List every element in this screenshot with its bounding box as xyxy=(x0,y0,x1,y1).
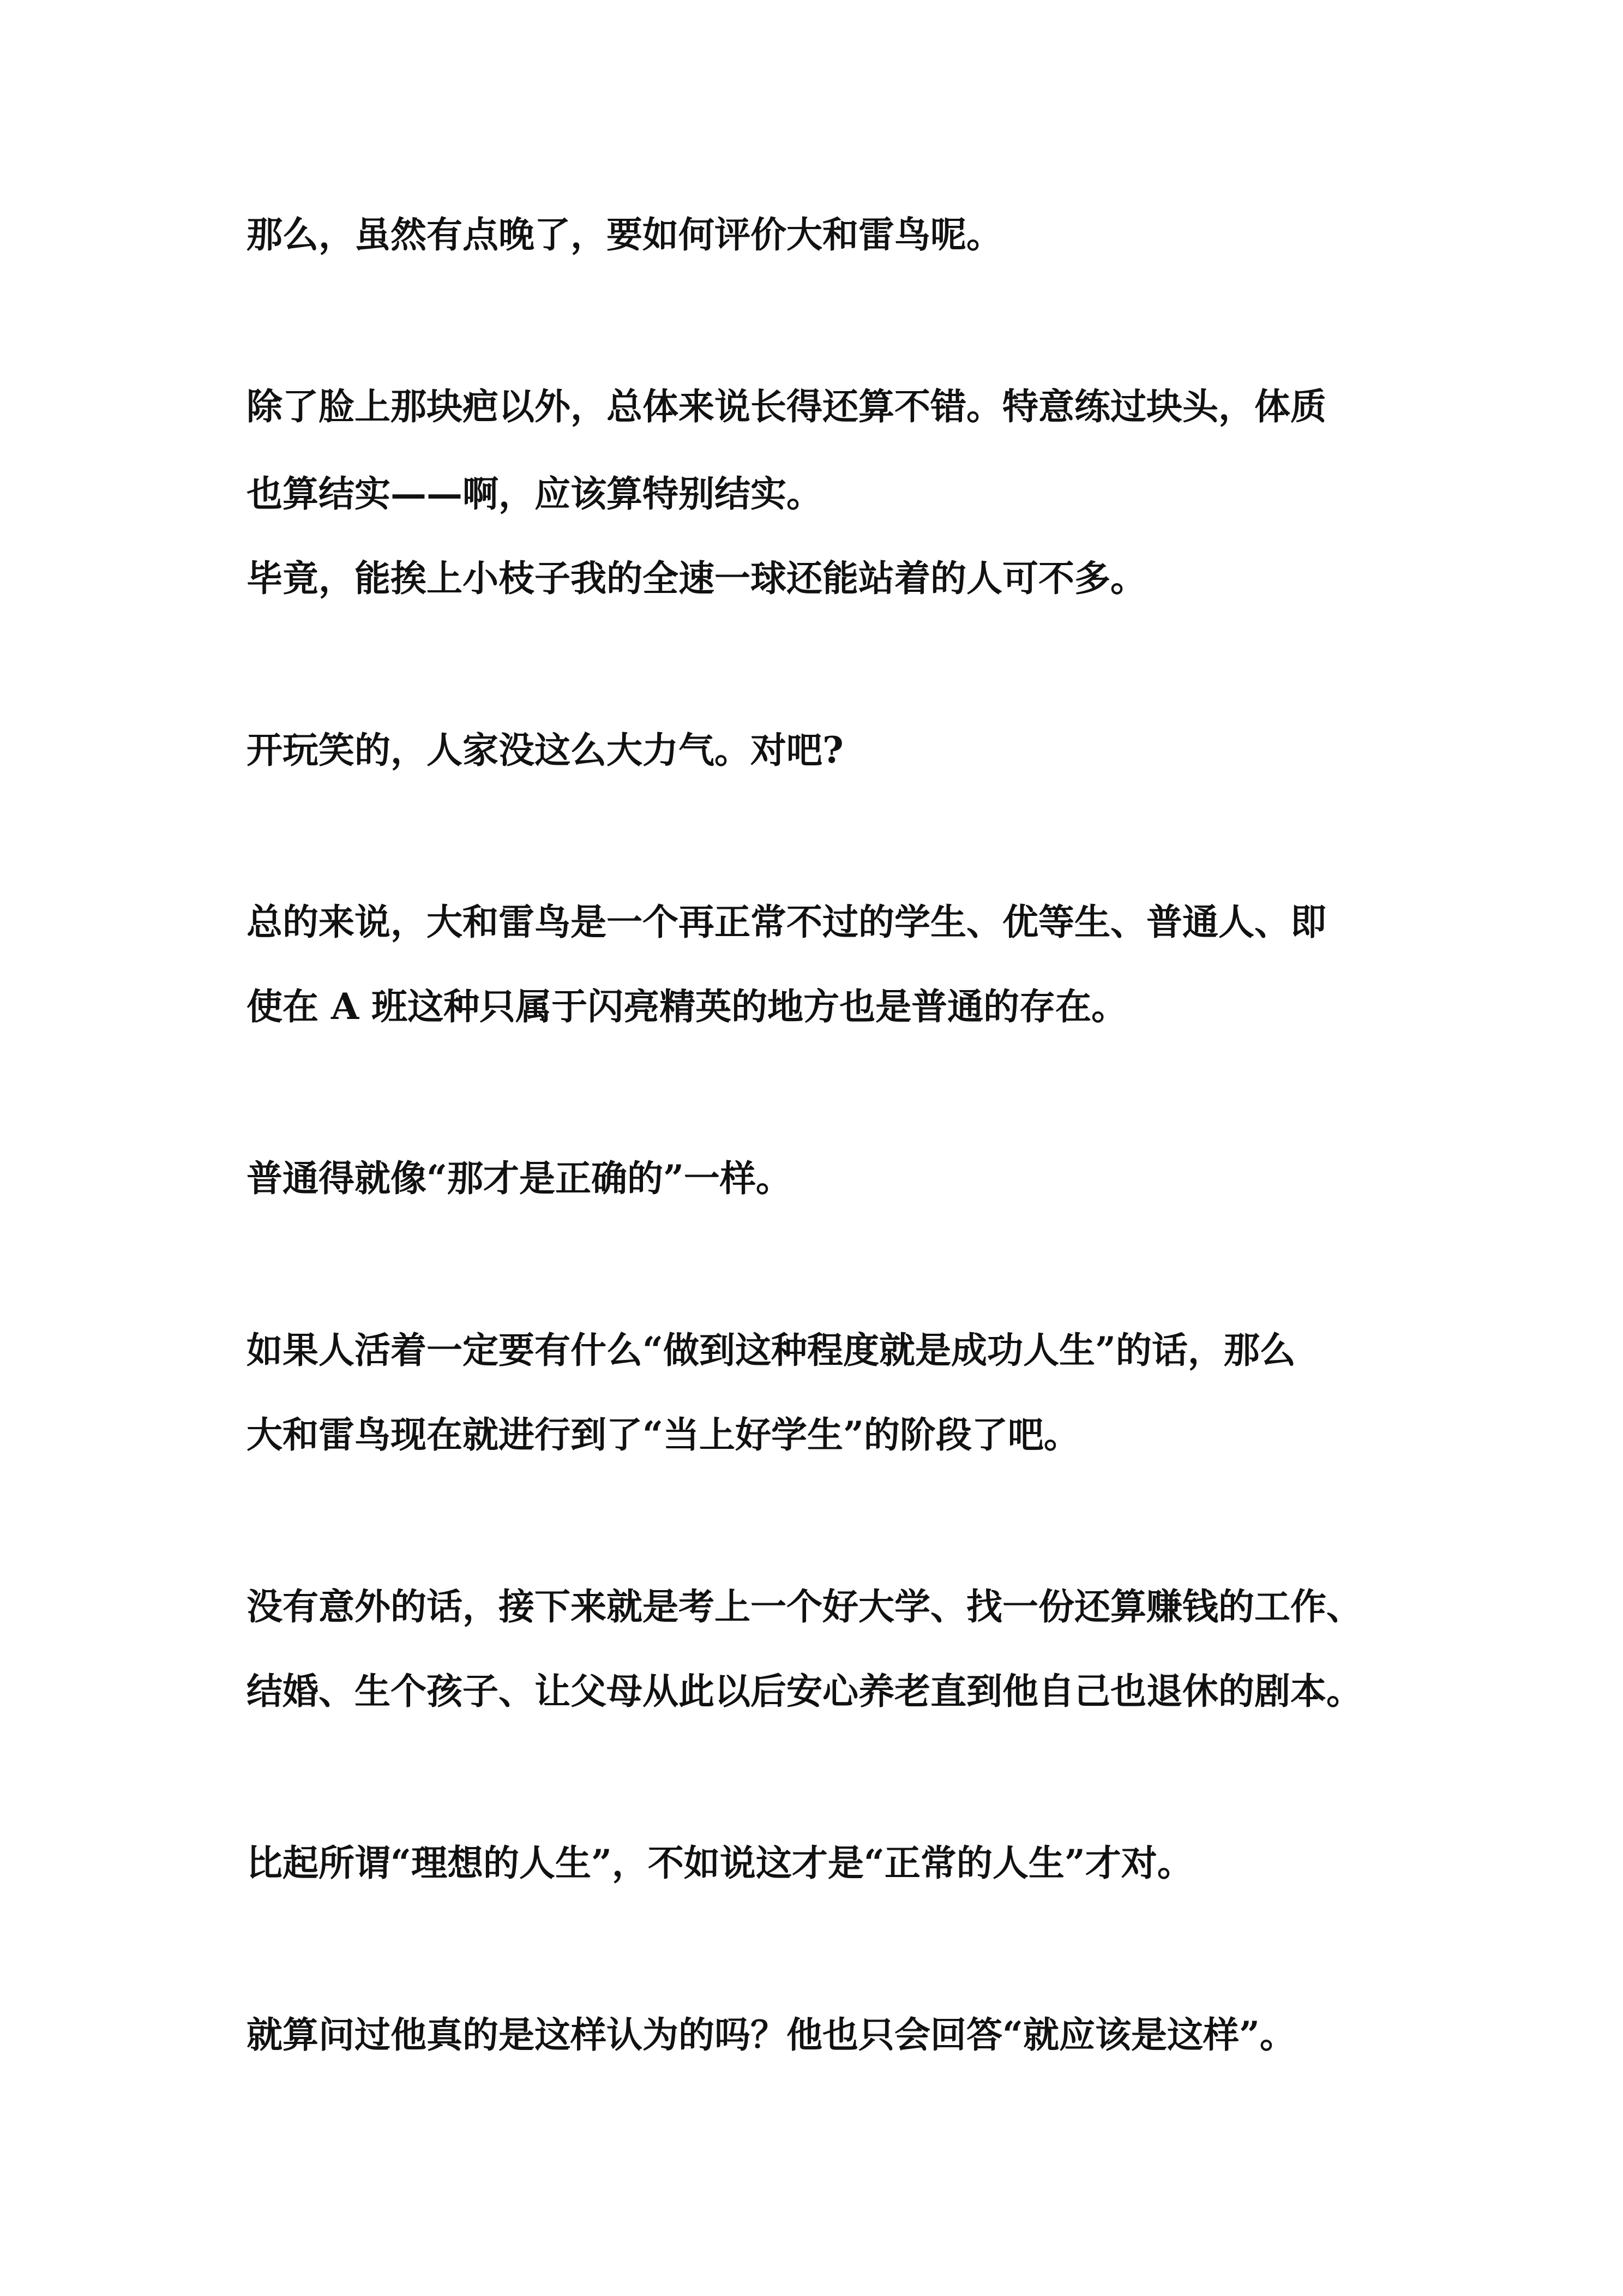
text-line-p7-l1: 没有意外的话，接下来就是考上一个好大学、找一份还算赚钱的工作、 xyxy=(247,1585,1362,1628)
text-line-p2-l3: 毕竟，能挨上小枝子我的全速一球还能站着的人可不多。 xyxy=(247,557,1146,600)
text-line-p2-l2: 也算结实——啊，应该算特别结实。 xyxy=(247,472,822,515)
text-line-p1-l1: 那么，虽然有点晚了，要如何评价大和雷鸟呢。 xyxy=(247,213,1002,256)
text-line-p4-l1: 总的来说，大和雷鸟是一个再正常不过的学生、优等生、普通人、即 xyxy=(247,901,1326,943)
text-line-p8-l1: 比起所谓“理想的人生”，不如说这才是“正常的人生”才对。 xyxy=(247,1842,1193,1884)
text-line-p2-l1: 除了脸上那块疤以外，总体来说长得还算不错。特意练过块头，体质 xyxy=(247,385,1326,428)
text-line-p9-l1: 就算问过他真的是这样认为的吗？他也只会回答“就应该是这样”。 xyxy=(247,2013,1296,2056)
text-line-p6-l1: 如果人活着一定要有什么“做到这种程度就是成功人生”的话，那么 xyxy=(247,1329,1296,1371)
text-line-p7-l2: 结婚、生个孩子、让父母从此以后安心养老直到他自己也退休的剧本。 xyxy=(247,1670,1362,1712)
text-line-p5-l1: 普通得就像“那才是正确的”一样。 xyxy=(247,1157,792,1200)
text-line-p4-l2: 使在 A 班这种只属于闪亮精英的地方也是普通的存在。 xyxy=(247,985,1128,1028)
text-line-p6-l2: 大和雷鸟现在就进行到了“当上好学生”的阶段了吧。 xyxy=(247,1413,1080,1456)
text-line-p3-l1: 开玩笑的，人家没这么大力气。对吧? xyxy=(247,729,844,771)
